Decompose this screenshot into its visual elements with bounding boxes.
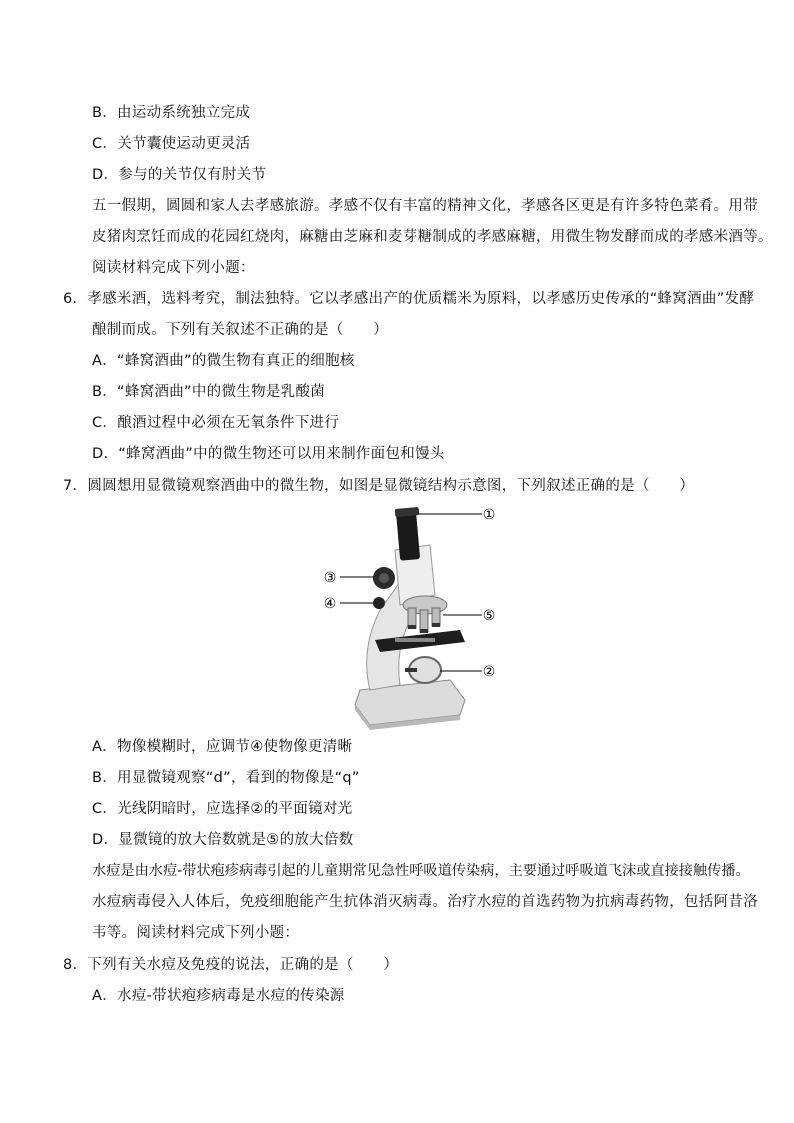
q6-option-d: D．“蜂窝酒曲”中的微生物还可以用来制作面包和馒头 [92,446,445,462]
q8-option-a: A．水痘-带状疱疹病毒是水痘的传染源 [92,988,345,1004]
microscope-figure [300,500,510,730]
q7-option-c: C．光线阴暗时，应选择②的平面镜对光 [92,801,353,817]
option-c: C．关节囊使运动更灵活 [92,136,251,152]
option-b: B．由运动系统独立完成 [92,105,251,121]
label-4: ④ [323,596,337,612]
label-2: ② [482,664,496,680]
q7-option-b: B．用显微镜观察“d”，看到的物像是“q” [92,770,360,786]
option-d: D．参与的关节仅有肘关节 [92,167,267,183]
question-6-stem-cont: 酿制而成。下列有关叙述不正确的是（ ） [92,322,388,338]
label-1: ① [482,507,496,523]
material-paragraph-line: 水痘是由水痘-带状疱疹病毒引起的儿童期常见急性呼吸道传染病，主要通过呼吸道飞沫或直接接触传播。 [92,863,750,879]
material-paragraph-line: 五一假期，圆圆和家人去孝感旅游。孝感不仅有丰富的精神文化，孝感各区更是有许多特色菜肴。用带 [92,198,758,214]
label-3: ③ [323,570,337,586]
material-instruction: 韦等。阅读材料完成下列小题： [92,925,300,941]
material-paragraph-line: 水痘病毒侵入人体后，免疫细胞能产生抗体消灭病毒。治疗水痘的首选药物为抗病毒药物，包括阿昔洛 [92,894,758,910]
q6-option-b: B．“蜂窝酒曲”中的微生物是乳酸菌 [92,384,326,400]
material-instruction: 阅读材料完成下列小题： [92,260,255,276]
question-8-stem: 8．下列有关水痘及免疫的说法，正确的是（ ） [63,957,399,973]
microscope-illustration [300,500,510,730]
q6-option-c: C．酿酒过程中必须在无氧条件下进行 [92,415,340,431]
q7-option-a: A．物像模糊时，应调节④使物像更清晰 [92,739,353,755]
q7-option-d: D．显微镜的放大倍数就是⑤的放大倍数 [92,832,354,848]
question-6-stem: 6．孝感米酒，选料考究，制法独特。它以孝感出产的优质糯米为原料，以孝感历史传承的“蜂窝酒曲”发酵 [63,291,755,307]
q6-option-a: A．“蜂窝酒曲”的微生物有真正的细胞核 [92,353,355,369]
material-paragraph-line: 皮猪肉烹饪而成的花园红烧肉，麻糖由芝麻和麦芽糖制成的孝感麻糖，用微生物发酵而成的孝感米酒等。 [92,229,773,245]
label-5: ⑤ [482,608,496,624]
question-7-stem: 7．圆圆想用显微镜观察酒曲中的微生物，如图是显微镜结构示意图，下列叙述正确的是（ ） [63,478,695,494]
